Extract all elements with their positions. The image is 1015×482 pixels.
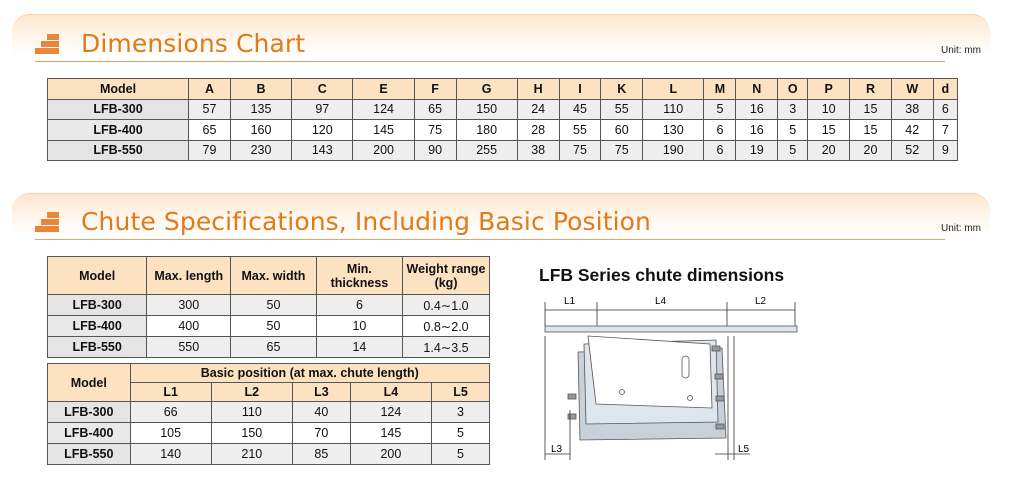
column-header: R: [850, 79, 892, 100]
table-row: [48, 99, 958, 120]
feeder-body: [568, 336, 726, 440]
chute-diagram: [540, 290, 805, 465]
value-cell: 6: [704, 140, 736, 161]
column-header: I: [559, 79, 601, 100]
chute-divider: [35, 239, 945, 240]
value-cell: 40: [292, 402, 350, 423]
value-cell: 255: [456, 140, 517, 161]
dimensions-unit: Unit: mm: [941, 45, 981, 56]
value-cell: 15: [808, 120, 850, 141]
chute-title: Chute Specifications, Including Basic Position: [81, 207, 652, 236]
value-cell: 143: [292, 140, 353, 161]
value-cell: 145: [350, 423, 431, 444]
value-cell: 14: [316, 337, 402, 358]
value-cell: 90: [414, 140, 456, 161]
column-header: L3: [292, 383, 350, 402]
column-header: d: [933, 79, 957, 100]
value-cell: 55: [601, 99, 643, 120]
model-cell: LFB-300: [48, 295, 147, 316]
value-cell: 97: [292, 99, 353, 120]
value-cell: 110: [643, 99, 704, 120]
value-cell: 300: [147, 295, 231, 316]
value-cell: 50: [231, 316, 317, 337]
value-cell: 200: [353, 140, 414, 161]
value-cell: 10: [808, 99, 850, 120]
value-cell: 5: [778, 120, 808, 141]
value-cell: 190: [643, 140, 704, 161]
model-cell: LFB-550: [48, 444, 131, 465]
column-header: E: [353, 79, 414, 100]
value-cell: 3: [431, 402, 489, 423]
dim-label-l3: L3: [551, 444, 563, 455]
value-cell: 50: [231, 295, 317, 316]
value-cell: 230: [230, 140, 291, 161]
dimensions-header-row: [48, 79, 958, 100]
diagram-title: LFB Series chute dimensions: [539, 265, 785, 285]
value-cell: 124: [353, 99, 414, 120]
value-cell: 19: [736, 140, 778, 161]
value-cell: 15: [850, 99, 892, 120]
column-header: A: [189, 79, 231, 100]
column-header: Model: [48, 257, 147, 295]
chute-spec-header-row: [48, 257, 490, 295]
value-cell: 75: [601, 140, 643, 161]
value-cell: 57: [189, 99, 231, 120]
column-header: L5: [431, 383, 489, 402]
table-row: [48, 444, 490, 465]
value-cell: 5: [431, 444, 489, 465]
value-cell: 75: [414, 120, 456, 141]
value-cell: 15: [850, 120, 892, 141]
value-cell: 65: [414, 99, 456, 120]
section-logo-icon: [35, 212, 59, 234]
value-cell: 105: [130, 423, 211, 444]
value-cell: 42: [891, 120, 933, 141]
value-cell: 85: [292, 444, 350, 465]
dimensions-table: [47, 78, 958, 161]
value-cell: 9: [933, 140, 957, 161]
value-cell: 55: [559, 120, 601, 141]
basic-position-table: [47, 363, 490, 465]
value-cell: 6: [316, 295, 402, 316]
value-cell: 145: [353, 120, 414, 141]
table-row: [48, 337, 490, 358]
value-cell: 124: [350, 402, 431, 423]
model-cell: LFB-550: [48, 337, 147, 358]
value-cell: 160: [230, 120, 291, 141]
value-cell: 20: [850, 140, 892, 161]
column-header: M: [704, 79, 736, 100]
table-row: [48, 140, 958, 161]
value-cell: 5: [778, 140, 808, 161]
basic-position-group-header: Basic position (at max. chute length): [130, 364, 489, 383]
value-cell: 38: [517, 140, 559, 161]
column-header: O: [778, 79, 808, 100]
dimensions-title: Dimensions Chart: [81, 29, 306, 58]
value-cell: 70: [292, 423, 350, 444]
chute-bar: [545, 326, 797, 332]
column-header: Min. thickness: [316, 257, 402, 295]
column-header: L2: [211, 383, 292, 402]
value-cell: 45: [559, 99, 601, 120]
column-header: H: [517, 79, 559, 100]
value-cell: 6: [933, 99, 957, 120]
dimensions-divider: [35, 61, 945, 62]
value-cell: 79: [189, 140, 231, 161]
column-header: C: [292, 79, 353, 100]
chute-unit: Unit: mm: [941, 223, 981, 234]
value-cell: 66: [130, 402, 211, 423]
model-cell: LFB-300: [48, 402, 131, 423]
value-cell: 75: [559, 140, 601, 161]
section-logo-icon: [35, 34, 59, 56]
column-header: Max. length: [147, 257, 231, 295]
table-row: [48, 423, 490, 444]
value-cell: 5: [431, 423, 489, 444]
value-cell: 10: [316, 316, 402, 337]
value-cell: 65: [189, 120, 231, 141]
value-cell: 400: [147, 316, 231, 337]
value-cell: 1.4∼3.5: [403, 337, 490, 358]
value-cell: 28: [517, 120, 559, 141]
model-cell: LFB-300: [48, 99, 189, 120]
column-header: N: [736, 79, 778, 100]
column-header: Max. width: [231, 257, 317, 295]
value-cell: 20: [808, 140, 850, 161]
value-cell: 38: [891, 99, 933, 120]
column-header: P: [808, 79, 850, 100]
value-cell: 3: [778, 99, 808, 120]
column-header: Weight range (kg): [403, 257, 490, 295]
column-header: L4: [350, 383, 431, 402]
model-cell: LFB-400: [48, 423, 131, 444]
value-cell: 6: [704, 120, 736, 141]
value-cell: 130: [643, 120, 704, 141]
value-cell: 24: [517, 99, 559, 120]
value-cell: 0.8∼2.0: [403, 316, 490, 337]
basic-position-group-row: [48, 364, 490, 383]
dim-label-l1: L1: [564, 296, 576, 307]
value-cell: 52: [891, 140, 933, 161]
value-cell: 210: [211, 444, 292, 465]
column-header: W: [891, 79, 933, 100]
model-cell: LFB-400: [48, 120, 189, 141]
value-cell: 7: [933, 120, 957, 141]
table-row: [48, 295, 490, 316]
value-cell: 120: [292, 120, 353, 141]
model-cell: LFB-550: [48, 140, 189, 161]
dim-label-l2: L2: [755, 296, 767, 307]
chute-spec-table: [47, 256, 490, 358]
column-header: Model: [48, 79, 189, 100]
value-cell: 0.4∼1.0: [403, 295, 490, 316]
value-cell: 140: [130, 444, 211, 465]
table-row: [48, 316, 490, 337]
value-cell: 135: [230, 99, 291, 120]
column-header: K: [601, 79, 643, 100]
column-header: B: [230, 79, 291, 100]
column-header: L: [643, 79, 704, 100]
value-cell: 200: [350, 444, 431, 465]
column-header: G: [456, 79, 517, 100]
value-cell: 65: [231, 337, 317, 358]
dim-label-l5: L5: [738, 444, 750, 455]
value-cell: 16: [736, 99, 778, 120]
column-header: F: [414, 79, 456, 100]
value-cell: 150: [211, 423, 292, 444]
table-row: [48, 402, 490, 423]
value-cell: 150: [456, 99, 517, 120]
value-cell: 110: [211, 402, 292, 423]
value-cell: 180: [456, 120, 517, 141]
table-row: [48, 120, 958, 141]
value-cell: 5: [704, 99, 736, 120]
basic-position-model-header: Model: [48, 364, 131, 402]
value-cell: 16: [736, 120, 778, 141]
value-cell: 550: [147, 337, 231, 358]
value-cell: 60: [601, 120, 643, 141]
model-cell: LFB-400: [48, 316, 147, 337]
dim-label-l4: L4: [655, 296, 667, 307]
column-header: L1: [130, 383, 211, 402]
